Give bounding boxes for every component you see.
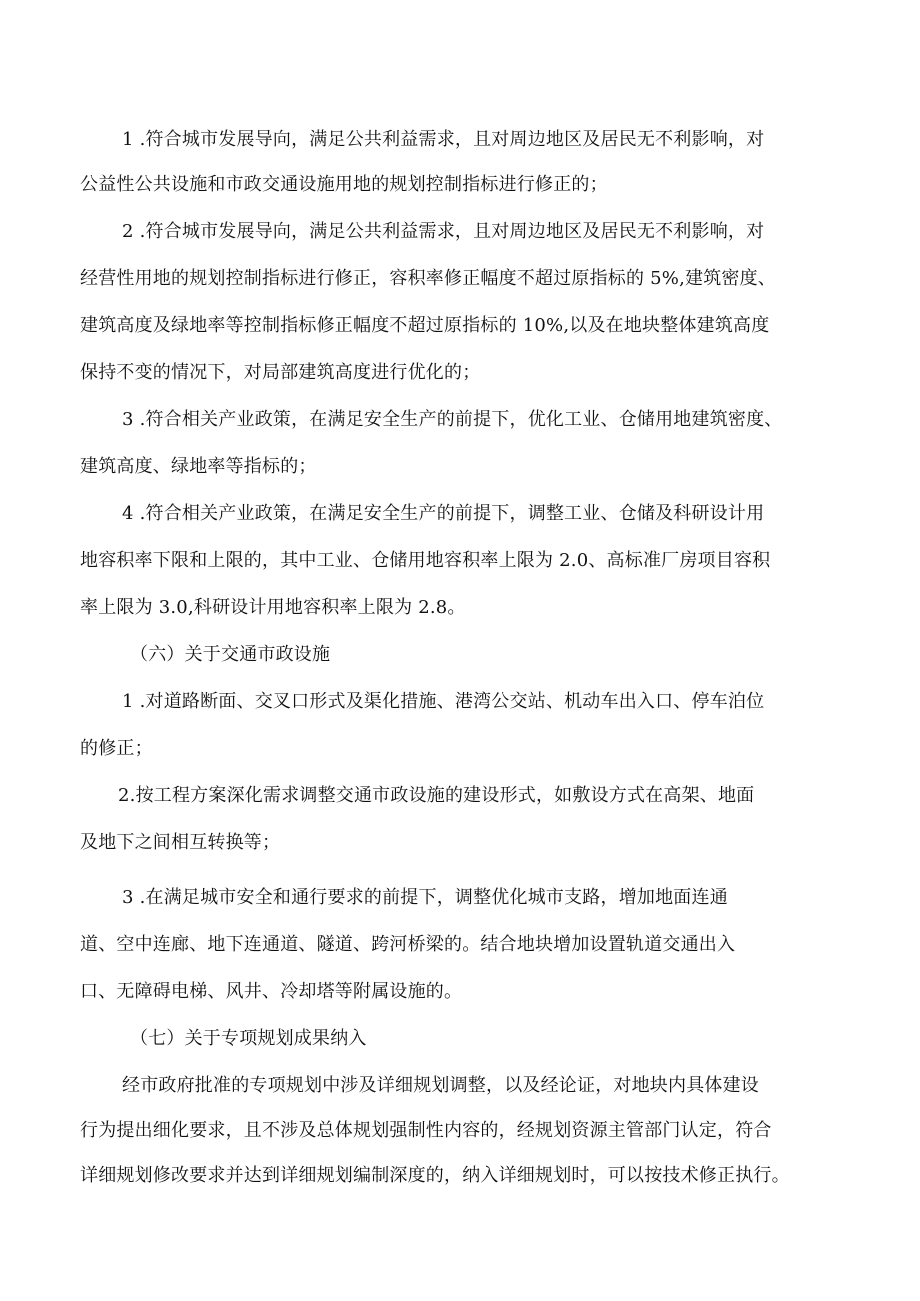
clause-3-line-1: 3 .符合相关产业政策，在满足安全生产的前提下，优化工业、仓储用地建筑密度、 — [122, 409, 783, 430]
traffic-clause-3-line-3: 口、无障碍电梯、风井、冷却塔等附属设施的。 — [80, 981, 463, 1002]
traffic-clause-2-line-2: 及地下之间相互转换等； — [80, 832, 281, 853]
traffic-clause-1-line-2: 的修正； — [80, 738, 153, 759]
section-heading-6: （六）关于交通市政设施 — [130, 644, 331, 665]
clause-1-line-2: 公益性公共设施和市政交通设施用地的规划控制指标进行修正的； — [80, 174, 608, 195]
special-plan-line-1: 经市政府批准的专项规划中涉及详细规划调整，以及经论证，对地块内具体建设 — [122, 1075, 759, 1096]
clause-3-line-2: 建筑高度、绿地率等指标的； — [80, 456, 317, 477]
special-plan-line-3: 详细规划修改要求并达到详细规划编制深度的，纳入详细规划时，可以按技术修正执行。 — [80, 1165, 790, 1186]
clause-2-line-4: 保持不变的情况下，对局部建筑高度进行优化的； — [80, 362, 481, 383]
traffic-clause-3-line-2: 道、空中连廊、地下连通道、隧道、跨河桥梁的。结合地块增加设置轨道交通出入 — [80, 934, 736, 955]
special-plan-line-2: 行为提出细化要求，且不涉及总体规划强制性内容的，经规划资源主管部门认定，符合 — [80, 1120, 772, 1141]
clause-2-line-3: 建筑高度及绿地率等控制指标修正幅度不超过原指标的 10%,以及在地块整体建筑高度 — [80, 315, 770, 336]
section-heading-7: （七）关于专项规划成果纳入 — [130, 1028, 367, 1049]
traffic-clause-3-line-1: 3 .在满足城市安全和通行要求的前提下，调整优化城市支路，增加地面连通 — [122, 887, 728, 908]
clause-2-line-2: 经营性用地的规划控制指标进行修正，容积率修正幅度不超过原指标的 5%,建筑密度、 — [80, 268, 776, 289]
clause-4-line-1: 4 .符合相关产业政策，在满足安全生产的前提下，调整工业、仓储及科研设计用 — [122, 503, 765, 524]
clause-1-line-1: 1 .符合城市发展导向，满足公共利益需求，且对周边地区及居民无不利影响，对 — [122, 129, 765, 150]
traffic-clause-2-line-1: 2.按工程方案深化需求调整交通市政设施的建设形式，如敷设方式在高架、地面 — [118, 785, 755, 806]
clause-4-line-2: 地容积率下限和上限的，其中工业、仓储用地容积率上限为 2.0、高标准厂房项目容积 — [80, 550, 771, 571]
clause-2-line-1: 2 .符合城市发展导向，满足公共利益需求，且对周边地区及居民无不利影响，对 — [122, 221, 765, 242]
traffic-clause-1-line-1: 1 .对道路断面、交叉口形式及渠化措施、港湾公交站、机动车出入口、停车泊位 — [122, 691, 765, 712]
clause-4-line-3: 率上限为 3.0,科研设计用地容积率上限为 2.8。 — [80, 597, 466, 618]
